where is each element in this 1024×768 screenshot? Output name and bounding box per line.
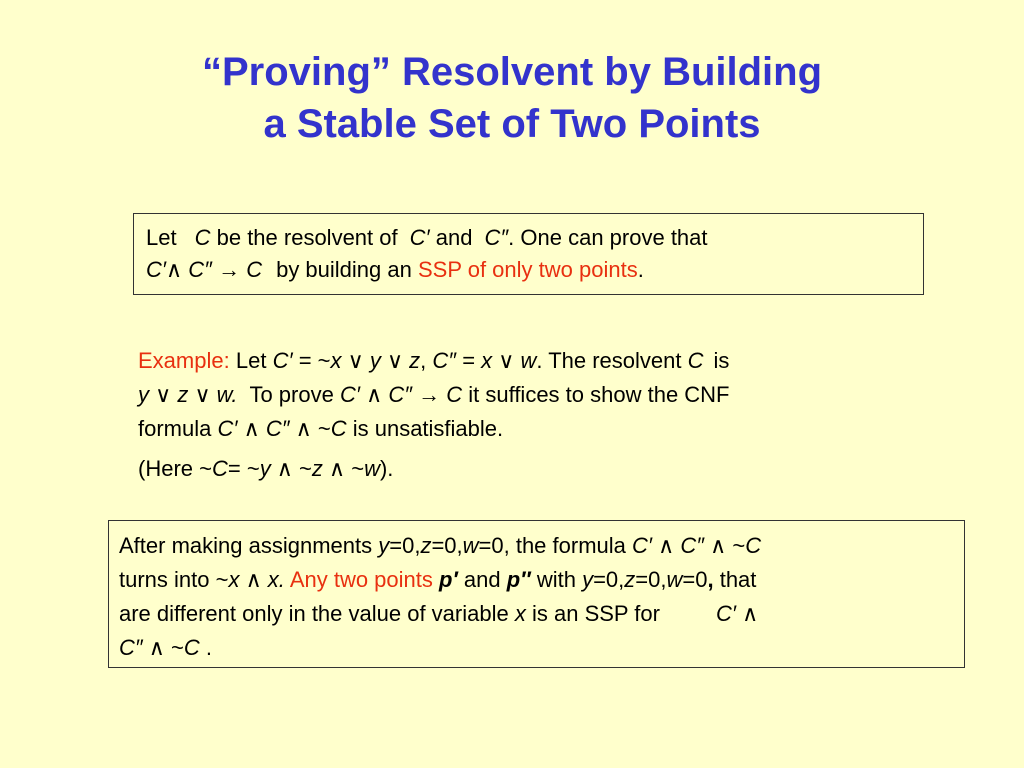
math-C: C bbox=[330, 416, 347, 441]
text: =0 bbox=[682, 567, 708, 592]
text: formula bbox=[138, 416, 212, 441]
and-symbol: ∧ bbox=[359, 382, 389, 407]
text: To prove bbox=[249, 382, 334, 407]
math-C-double-prime: C″ bbox=[265, 416, 290, 441]
text: Let bbox=[235, 348, 267, 373]
implies-arrow: → bbox=[412, 382, 447, 407]
and-symbol: ∧ bbox=[239, 567, 268, 592]
math-C-prime: C′ bbox=[409, 225, 430, 250]
math-x: x bbox=[228, 567, 240, 592]
text: =0, bbox=[431, 533, 463, 558]
or-symbol: ∨ bbox=[188, 382, 217, 407]
text: ). bbox=[379, 456, 394, 481]
and-symbol: ∧ ~ bbox=[289, 416, 331, 441]
math-C-prime: C′ bbox=[217, 416, 238, 441]
ssp-line-3 bbox=[119, 597, 954, 631]
text: . bbox=[199, 635, 212, 660]
math-w: w bbox=[462, 533, 479, 558]
math-C-double-prime: C″ bbox=[388, 382, 412, 407]
example-line-3 bbox=[138, 412, 938, 446]
math-w: w. bbox=[216, 382, 238, 407]
title-line-2: a Stable Set of Two Points bbox=[263, 102, 761, 146]
math-y: y bbox=[138, 382, 149, 407]
and-symbol: ∧ ~ bbox=[142, 635, 184, 660]
math-z: z bbox=[624, 567, 636, 592]
text: and bbox=[435, 225, 473, 250]
ssp-line-4 bbox=[119, 631, 954, 665]
math-x: x bbox=[514, 601, 526, 626]
math-x: x. bbox=[267, 567, 285, 592]
text: = ~ bbox=[227, 456, 260, 481]
example-line-4 bbox=[138, 452, 938, 486]
text: =0, bbox=[635, 567, 667, 592]
and-symbol: ∧ ~ bbox=[270, 456, 312, 481]
text: . One can prove that bbox=[508, 225, 708, 250]
math-w: w bbox=[666, 567, 683, 592]
math-C-prime: C′ bbox=[715, 601, 736, 626]
highlight-text: SSP of only two points bbox=[417, 257, 638, 282]
and-symbol: ∧ bbox=[166, 257, 183, 282]
math-C: C bbox=[211, 456, 228, 481]
and-symbol: ∧ bbox=[736, 601, 759, 626]
text: . The resolvent bbox=[536, 348, 682, 373]
math-C: C bbox=[687, 348, 704, 373]
text: = bbox=[456, 348, 482, 373]
text: . bbox=[637, 257, 644, 282]
math-x: x bbox=[330, 348, 342, 373]
text: (Here ~ bbox=[138, 456, 212, 481]
math-C: C bbox=[745, 533, 762, 558]
math-z: z bbox=[177, 382, 189, 407]
and-symbol: ∧ bbox=[652, 533, 681, 558]
text: =0, bbox=[389, 533, 421, 558]
math-C: C bbox=[446, 382, 463, 407]
or-symbol: ∨ bbox=[380, 348, 410, 373]
text: =0, the formula bbox=[478, 533, 626, 558]
math-C: C bbox=[183, 635, 200, 660]
math-C: C bbox=[194, 225, 211, 250]
math-z: z bbox=[409, 348, 421, 373]
math-y: y bbox=[378, 533, 390, 558]
math-w: w bbox=[520, 348, 537, 373]
text: , bbox=[420, 348, 433, 373]
math-C-prime: C′ bbox=[272, 348, 293, 373]
text: =0, bbox=[593, 567, 625, 592]
math-C-double-prime: C″ bbox=[432, 348, 457, 373]
example-label: Example: bbox=[138, 348, 230, 373]
ssp-line-1 bbox=[119, 529, 954, 563]
text: = ~ bbox=[292, 348, 331, 373]
text: is unsatisfiable. bbox=[352, 416, 504, 441]
text: is bbox=[713, 348, 730, 373]
math-z: z bbox=[420, 533, 432, 558]
or-symbol: ∨ bbox=[149, 382, 178, 407]
math-y: y bbox=[369, 348, 381, 373]
math-C-double-prime: C″ bbox=[680, 533, 705, 558]
math-z: z bbox=[311, 456, 323, 481]
math-C-double-prime: C″ bbox=[188, 257, 212, 282]
highlight-text: Any two points bbox=[289, 567, 433, 592]
text: is an SSP for bbox=[531, 601, 660, 626]
text: are different only in the value of variable bbox=[119, 601, 509, 626]
text: turns into ~ bbox=[119, 567, 229, 592]
statement-line-2 bbox=[146, 254, 911, 286]
title-line-1: “Proving” Resolvent by Building bbox=[201, 50, 823, 94]
text: and bbox=[463, 567, 501, 592]
math-C-prime: C′ bbox=[146, 257, 167, 282]
text: that bbox=[719, 567, 757, 592]
and-symbol: ∧ ~ bbox=[704, 533, 746, 558]
math-p-double-prime: p″ bbox=[506, 567, 531, 592]
example-line-1 bbox=[138, 344, 938, 378]
math-C: C bbox=[246, 257, 263, 282]
math-w: w bbox=[364, 456, 380, 481]
text: it suffices to show the CNF bbox=[468, 382, 730, 407]
text: be the resolvent of bbox=[216, 225, 398, 250]
math-x: x bbox=[481, 348, 493, 373]
or-symbol: ∨ bbox=[341, 348, 370, 373]
statement-line-1 bbox=[146, 222, 911, 254]
math-C-prime: C′ bbox=[339, 382, 360, 407]
and-symbol: ∧ ~ bbox=[322, 456, 365, 481]
math-y: y bbox=[259, 456, 271, 481]
example-block bbox=[138, 344, 938, 486]
math-C-prime: C′ bbox=[632, 533, 653, 558]
resolvent-statement-box bbox=[133, 213, 924, 295]
and-symbol: ∧ bbox=[237, 416, 266, 441]
text: Let bbox=[146, 225, 177, 250]
ssp-line-2 bbox=[119, 563, 954, 597]
math-C-double-prime: C″ bbox=[484, 225, 509, 250]
text: with bbox=[536, 567, 576, 592]
math-p-prime: p′ bbox=[439, 567, 458, 592]
or-symbol: ∨ bbox=[492, 348, 521, 373]
math-y: y bbox=[582, 567, 594, 592]
ssp-explanation-box bbox=[108, 520, 965, 668]
example-line-2 bbox=[138, 378, 938, 412]
math-C-double-prime: C″ bbox=[119, 635, 143, 660]
text: , bbox=[707, 567, 714, 592]
implies-arrow: → bbox=[218, 257, 241, 282]
text: After making assignments bbox=[119, 533, 373, 558]
slide-title bbox=[0, 46, 1024, 150]
text: by building an bbox=[276, 257, 412, 282]
